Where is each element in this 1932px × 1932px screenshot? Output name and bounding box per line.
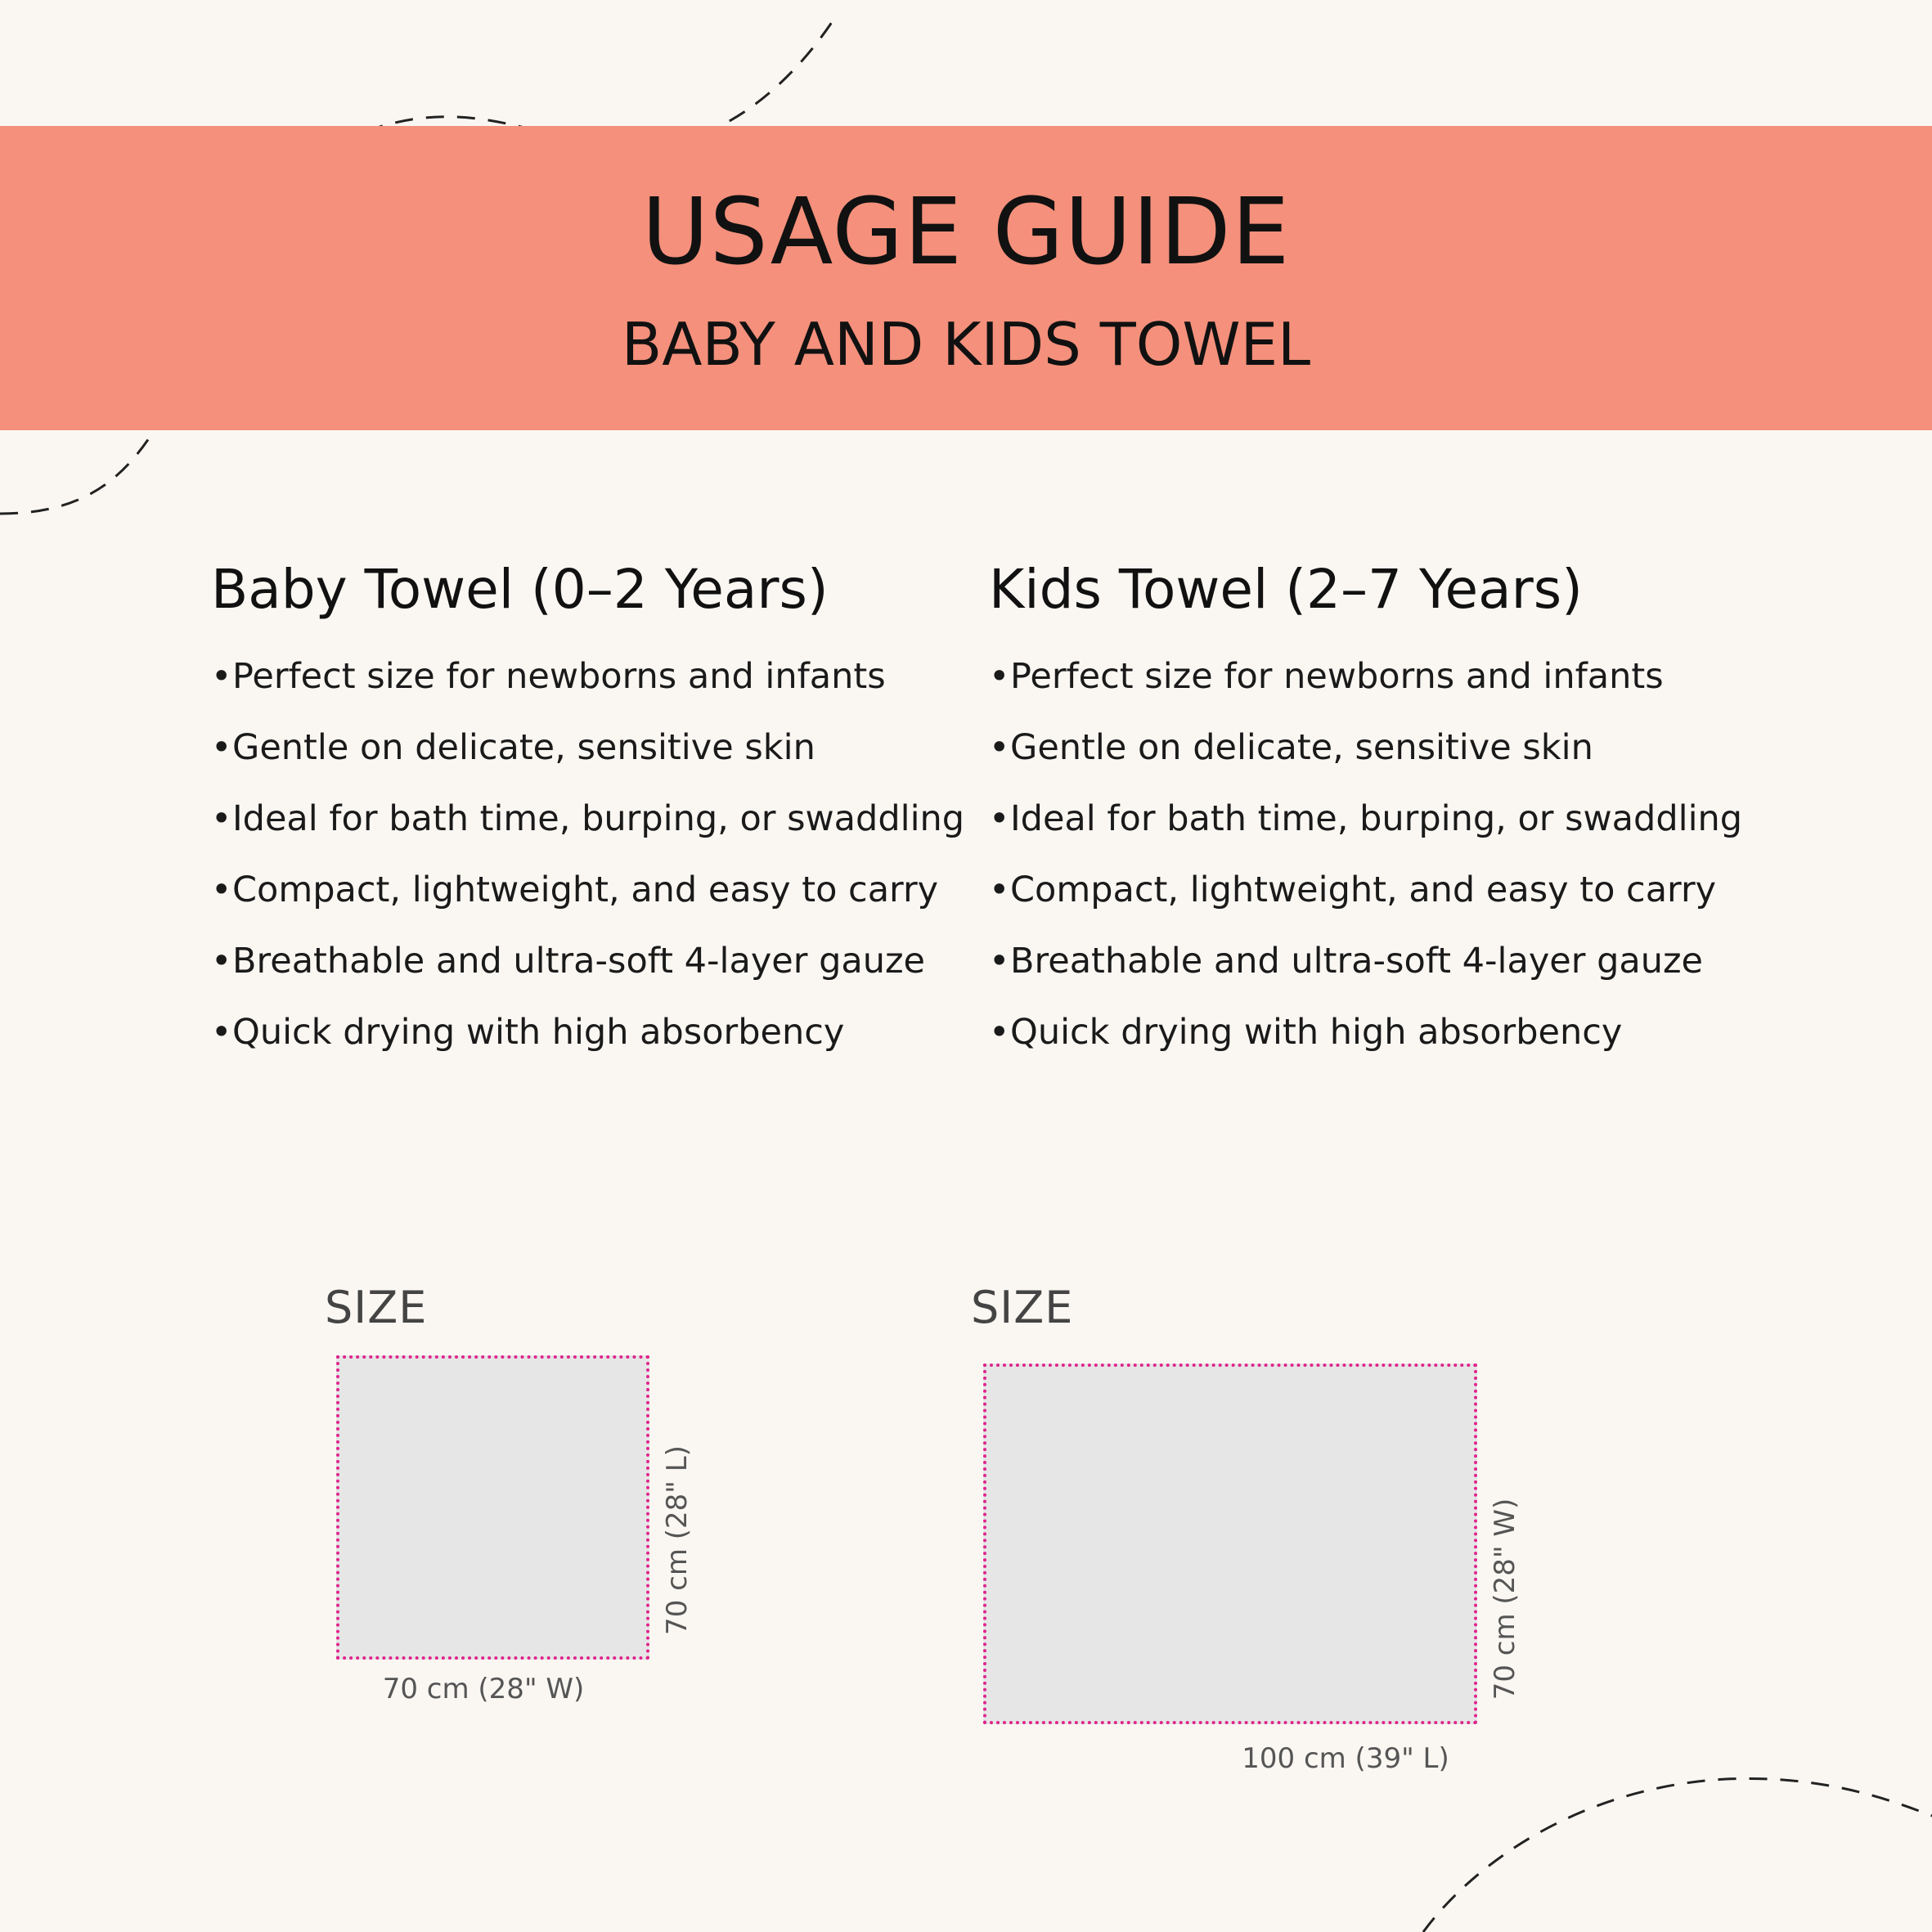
list-item: •Breathable and ultra-soft 4-layer gauze xyxy=(211,926,964,997)
page-subtitle: BABY AND KIDS TOWEL xyxy=(621,310,1311,379)
bullet-icon: • xyxy=(989,941,1010,982)
baby-towel-features xyxy=(211,641,964,1068)
list-item: •Compact, lightweight, and easy to carry xyxy=(211,855,964,926)
kids-width-dimension: 100 cm (39" L) xyxy=(1242,1742,1449,1775)
kids-towel-column xyxy=(989,556,1742,1068)
baby-size-label: SIZE xyxy=(325,1282,428,1333)
kids-towel-features xyxy=(989,641,1742,1068)
bullet-icon: • xyxy=(989,1012,1010,1053)
baby-towel-heading: Baby Towel (0–2 Years) xyxy=(211,558,829,621)
bottom-dashed-curve xyxy=(1423,1778,1932,1932)
list-item: •Compact, lightweight, and easy to carry xyxy=(989,855,1742,926)
baby-towel-column xyxy=(211,556,964,1068)
list-item: •Quick drying with high absorbency xyxy=(211,997,964,1068)
bullet-icon: • xyxy=(211,798,232,839)
bullet-icon: • xyxy=(211,869,232,910)
bullet-icon: • xyxy=(211,656,232,697)
list-item: •Quick drying with high absorbency xyxy=(989,997,1742,1068)
kids-length-dimension: 70 cm (28" W) xyxy=(1489,1498,1521,1701)
list-item: •Perfect size for newborns and infants xyxy=(989,641,1742,712)
bullet-icon: • xyxy=(989,869,1010,910)
kids-towel-outline xyxy=(983,1364,1477,1724)
bullet-icon: • xyxy=(989,656,1010,697)
baby-length-dimension: 70 cm (28" L) xyxy=(661,1445,694,1635)
bullet-icon: • xyxy=(989,727,1010,768)
list-item: •Perfect size for newborns and infants xyxy=(211,641,964,712)
bullet-icon: • xyxy=(211,1012,232,1053)
bullet-icon: • xyxy=(989,798,1010,839)
kids-size-label: SIZE xyxy=(971,1282,1074,1333)
bullet-icon: • xyxy=(211,941,232,982)
kids-towel-heading: Kids Towel (2–7 Years) xyxy=(989,558,1583,621)
list-item: •Ideal for bath time, burping, or swaddling xyxy=(989,784,1742,855)
page-title: USAGE GUIDE xyxy=(641,179,1291,285)
list-item: •Ideal for bath time, burping, or swaddling xyxy=(211,784,964,855)
baby-towel-outline xyxy=(336,1355,649,1660)
list-item: •Gentle on delicate, sensitive skin xyxy=(211,712,964,784)
bullet-icon: • xyxy=(211,727,232,768)
baby-width-dimension: 70 cm (28" W) xyxy=(382,1673,585,1705)
list-item: •Gentle on delicate, sensitive skin xyxy=(989,712,1742,784)
list-item: •Breathable and ultra-soft 4-layer gauze xyxy=(989,926,1742,997)
